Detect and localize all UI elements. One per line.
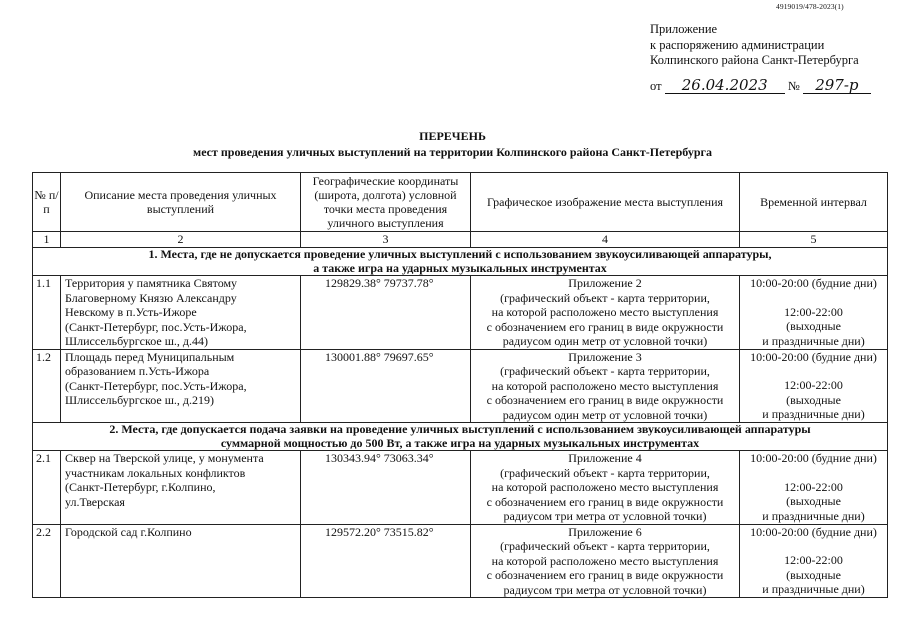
graphic-reference-line: на которой расположено место выступления [491, 378, 719, 393]
graphic-reference [471, 276, 740, 350]
order-date-number-line [650, 78, 871, 94]
coordinates: 129572.20° 73515.82° [301, 524, 471, 598]
graphic-reference-line: с обозначением его границ в виде окружности [486, 568, 724, 582]
section-title-line: а также игра на ударных музыкальных инструментах [313, 260, 607, 275]
table-row [33, 349, 888, 423]
section-header-row [33, 423, 888, 451]
place-description [61, 349, 301, 423]
holiday-hours-line: 12:00-22:00 [784, 378, 843, 392]
date-label: от [650, 79, 662, 93]
handwritten-date: 26.04.2023 [665, 78, 785, 94]
description-line: Шлиссельбургское ш., д.44) [65, 334, 209, 348]
spacer [740, 539, 887, 553]
row-number: 1.2 [33, 349, 61, 423]
description-line: (Санкт-Петербург, г.Колпино, [65, 480, 216, 494]
graphic-reference-line: на которой расположено место выступления [491, 480, 719, 494]
header-coordinates: Географические координаты (широта, долгота) условной точки места проведения уличного выступления [301, 173, 471, 232]
description-line: (Санкт-Петербург, пос.Усть-Ижора, [65, 378, 247, 393]
holiday-hours-line: (выходные [786, 494, 841, 508]
time-interval [740, 276, 888, 350]
row-number: 2.2 [33, 524, 61, 598]
description-line: Территория у памятника Святому [65, 276, 238, 290]
spacer [740, 291, 887, 305]
section-title-line: 2. Места, где допускается подача заявки на проведение уличных выступлений с использованием звукоусиливающей аппаратуры [109, 422, 811, 436]
appendix-line: Колпинского района Санкт-Петербурга [650, 53, 859, 67]
description-line: участникам локальных конфликтов [65, 465, 246, 480]
document-number: 4919019/478-2023(1) [776, 2, 844, 11]
description-line: Площадь перед Муниципальным [65, 349, 235, 364]
section-header-row [33, 248, 888, 276]
holiday-hours-line: (выходные [786, 392, 841, 407]
header-image: Графическое изображение места выступления [471, 173, 740, 232]
header-time: Временной интервал [740, 173, 888, 232]
graphic-reference-line: радиусом один метр от условной точки) [502, 407, 708, 422]
graphic-reference-line: (графический объект - карта территории, [500, 364, 710, 378]
section-title [33, 423, 888, 451]
section-title [33, 248, 888, 276]
coordinates: 130001.88° 79697.65° [301, 349, 471, 423]
graphic-reference-line: на которой расположено место выступления [491, 553, 719, 568]
graphic-reference-line: радиусом три метра от условной точки) [503, 582, 707, 597]
graphic-reference [471, 349, 740, 423]
graphic-reference [471, 451, 740, 525]
table-row [33, 524, 888, 598]
document-subtitle: мест проведения уличных выступлений на территории Колпинского района Санкт-Петербурга [193, 145, 712, 159]
table-row [33, 276, 888, 350]
appendix-header [650, 22, 859, 69]
document-title: ПЕРЕЧЕНЬ [419, 129, 486, 143]
weekday-hours: 10:00-20:00 (будние дни) [750, 349, 877, 364]
section-title-line: суммарной мощностью до 500 Вт, а также игра на ударных музыкальных инструментах [220, 435, 700, 450]
description-line: Невскому в п.Усть-Ижоре [65, 305, 197, 319]
holiday-hours-line: и праздничные дни) [762, 407, 865, 421]
weekday-hours: 10:00-20:00 (будние дни) [750, 451, 877, 465]
description-line: Шлиссельбургское ш., д.219) [65, 393, 215, 407]
places-table [32, 172, 888, 598]
graphic-reference-line: на которой расположено место выступления [491, 305, 719, 319]
place-description [61, 451, 301, 525]
description-line: Благоверному Князю Александру [65, 290, 237, 305]
column-number: 2 [61, 232, 301, 248]
weekday-hours: 10:00-20:00 (будние дни) [750, 524, 877, 539]
section-title-line: 1. Места, где не допускается проведение уличных выступлений с использованием звукоусиливающей аппаратуры, [148, 247, 772, 261]
row-number: 2.1 [33, 451, 61, 525]
handwritten-number: 297-р [803, 78, 871, 94]
description-line: Городской сад г.Колпино [65, 524, 192, 539]
column-number: 4 [471, 232, 740, 248]
graphic-reference-line: Приложение 6 [568, 524, 642, 539]
holiday-hours-line: (выходные [786, 567, 841, 582]
appendix-line: к распоряжению администрации [650, 37, 825, 52]
graphic-reference-line: с обозначением его границ в виде окружности [486, 393, 724, 407]
holiday-hours-line: и праздничные дни) [762, 582, 865, 596]
holiday-hours-line: и праздничные дни) [762, 333, 865, 348]
column-number: 1 [33, 232, 61, 248]
header-number: № п/п [33, 173, 61, 232]
graphic-reference-line: Приложение 2 [568, 276, 642, 290]
graphic-reference-line: радиусом один метр от условной точки) [502, 334, 708, 348]
holiday-hours-line: (выходные [786, 319, 841, 333]
spacer [740, 364, 887, 378]
graphic-reference-line: (графический объект - карта территории, [500, 465, 710, 480]
graphic-reference-line: с обозначением его границ в виде окружности [486, 494, 724, 509]
column-number: 3 [301, 232, 471, 248]
coordinates: 129829.38° 79737.78° [301, 276, 471, 350]
table-row [33, 451, 888, 525]
graphic-reference-line: (графический объект - карта территории, [500, 290, 710, 305]
column-number: 5 [740, 232, 888, 248]
holiday-hours-line: 12:00-22:00 [784, 553, 843, 567]
spacer [740, 466, 887, 480]
place-description [61, 524, 301, 598]
description-line: образованием п.Усть-Ижора [65, 364, 210, 378]
holiday-hours-line: и праздничные дни) [762, 508, 865, 523]
description-line: Сквер на Тверской улице, у монумента [65, 451, 264, 465]
graphic-reference-line: Приложение 4 [568, 451, 642, 465]
description-line: ул.Тверская [65, 494, 125, 509]
time-interval [740, 451, 888, 525]
time-interval [740, 524, 888, 598]
holiday-hours-line: 12:00-22:00 [784, 479, 843, 494]
holiday-hours-line: 12:00-22:00 [784, 304, 843, 319]
graphic-reference-line: Приложение 3 [568, 349, 642, 364]
table-header-row [33, 173, 888, 232]
graphic-reference-line: (графический объект - карта территории, [500, 539, 710, 553]
place-description [61, 276, 301, 350]
column-number-row [33, 232, 888, 248]
graphic-reference-line: с обозначением его границ в виде окружности [486, 319, 724, 334]
appendix-line: Приложение [650, 22, 718, 36]
time-interval [740, 349, 888, 423]
header-description: Описание места проведения уличных выступлений [61, 173, 301, 232]
coordinates: 130343.94° 73063.34° [301, 451, 471, 525]
graphic-reference-line: радиусом три метра от условной точки) [503, 509, 707, 523]
row-number: 1.1 [33, 276, 61, 350]
number-label: № [787, 79, 800, 93]
weekday-hours: 10:00-20:00 (будние дни) [750, 276, 877, 290]
graphic-reference [471, 524, 740, 598]
description-line: (Санкт-Петербург, пос.Усть-Ижора, [65, 319, 247, 334]
